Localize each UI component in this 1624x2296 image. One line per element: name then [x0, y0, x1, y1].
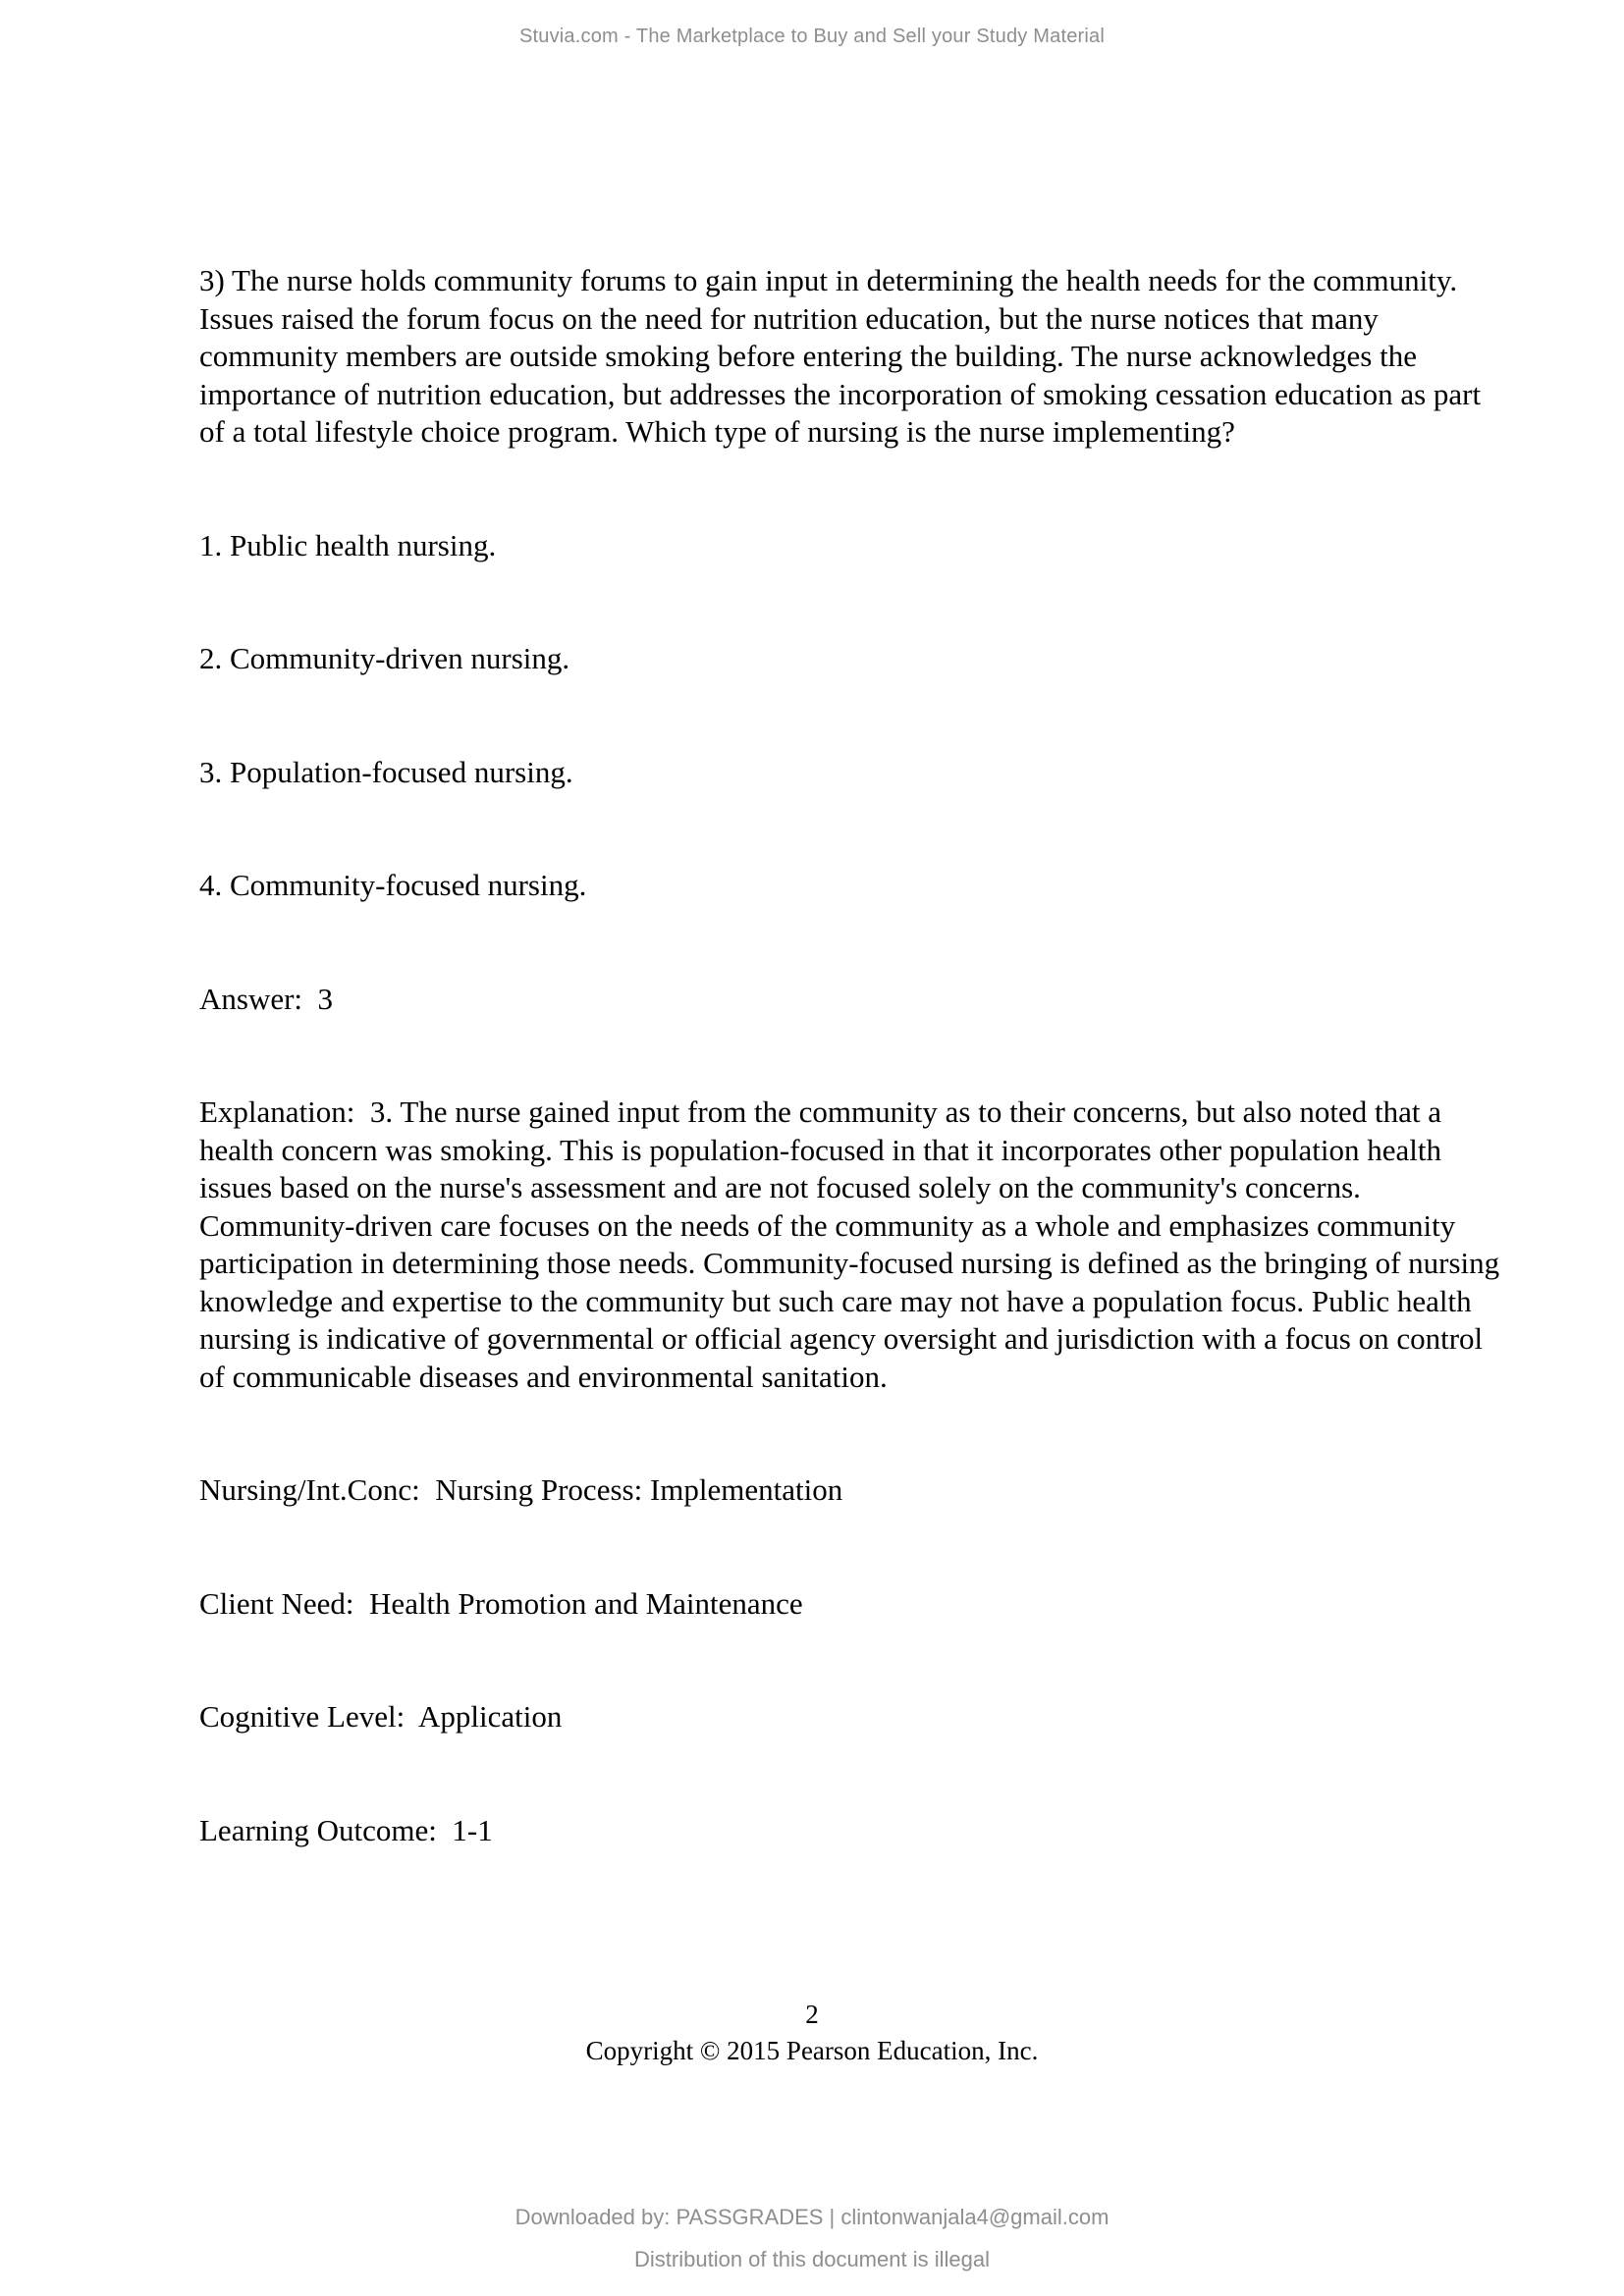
- download-footer: [0, 2205, 1624, 2272]
- question-text: 3) The nurse holds community forums to gain input in determining the health needs for the community. Issues raised the forum focus on the need for nutrition education, but the nurse notices that many community members are outside smoking before entering the building. The nurse acknowledges the importance of nutrition education, but addresses the incorporation of smoking cessation education as part of a total lifestyle choice program. Which type of nursing is the nurse implementing?: [199, 263, 1489, 449]
- page-number: 2: [805, 2000, 819, 2029]
- distribution-warning: Distribution of this document is illegal: [634, 2247, 990, 2271]
- meta-nursing-int-conc: Nursing/Int.Conc: Nursing Process: Implementation: [199, 1472, 843, 1507]
- option-1: 1. Public health nursing.: [199, 527, 497, 562]
- option-2: 2. Community-driven nursing.: [199, 641, 570, 675]
- downloaded-by-line: Downloaded by: PASSGRADES | clintonwanjala4@gmail.com: [514, 2205, 1110, 2229]
- option-4: 4. Community-focused nursing.: [199, 868, 587, 902]
- page-footer: [0, 1997, 1624, 2069]
- meta-learning-outcome: Learning Outcome: 1-1: [199, 1812, 493, 1847]
- site-banner: Stuvia.com - The Marketplace to Buy and Sell your Study Material: [518, 26, 1106, 47]
- meta-cognitive-level: Cognitive Level: Application: [199, 1699, 563, 1734]
- meta-client-need: Client Need: Health Promotion and Maintenance: [199, 1585, 803, 1621]
- option-3: 3. Population-focused nursing.: [199, 754, 573, 789]
- explanation-text: Explanation: 3. The nurse gained input from the community as to their concerns, but also noted that a health concern was smoking. This is population-focused in that it incorporates other population health issues based on the nurse's assessment and are not focused solely on the community's concerns. Community-driven care focuses on the needs of the community as a whole and emphasizes community participation in determining those needs. Community-focused nursing is defined as the bringing of nursing knowledge and expertise to the community but such care may not have a population focus. Public health nursing is indicative of governmental or official agency oversight and jurisdiction with a focus on control of communicable diseases and environmental sanitation.: [199, 1095, 1507, 1394]
- question-block: [199, 187, 1507, 1925]
- copyright-line: Copyright © 2015 Pearson Education, Inc.: [585, 2036, 1039, 2065]
- answer-line: Answer: 3: [199, 981, 334, 1016]
